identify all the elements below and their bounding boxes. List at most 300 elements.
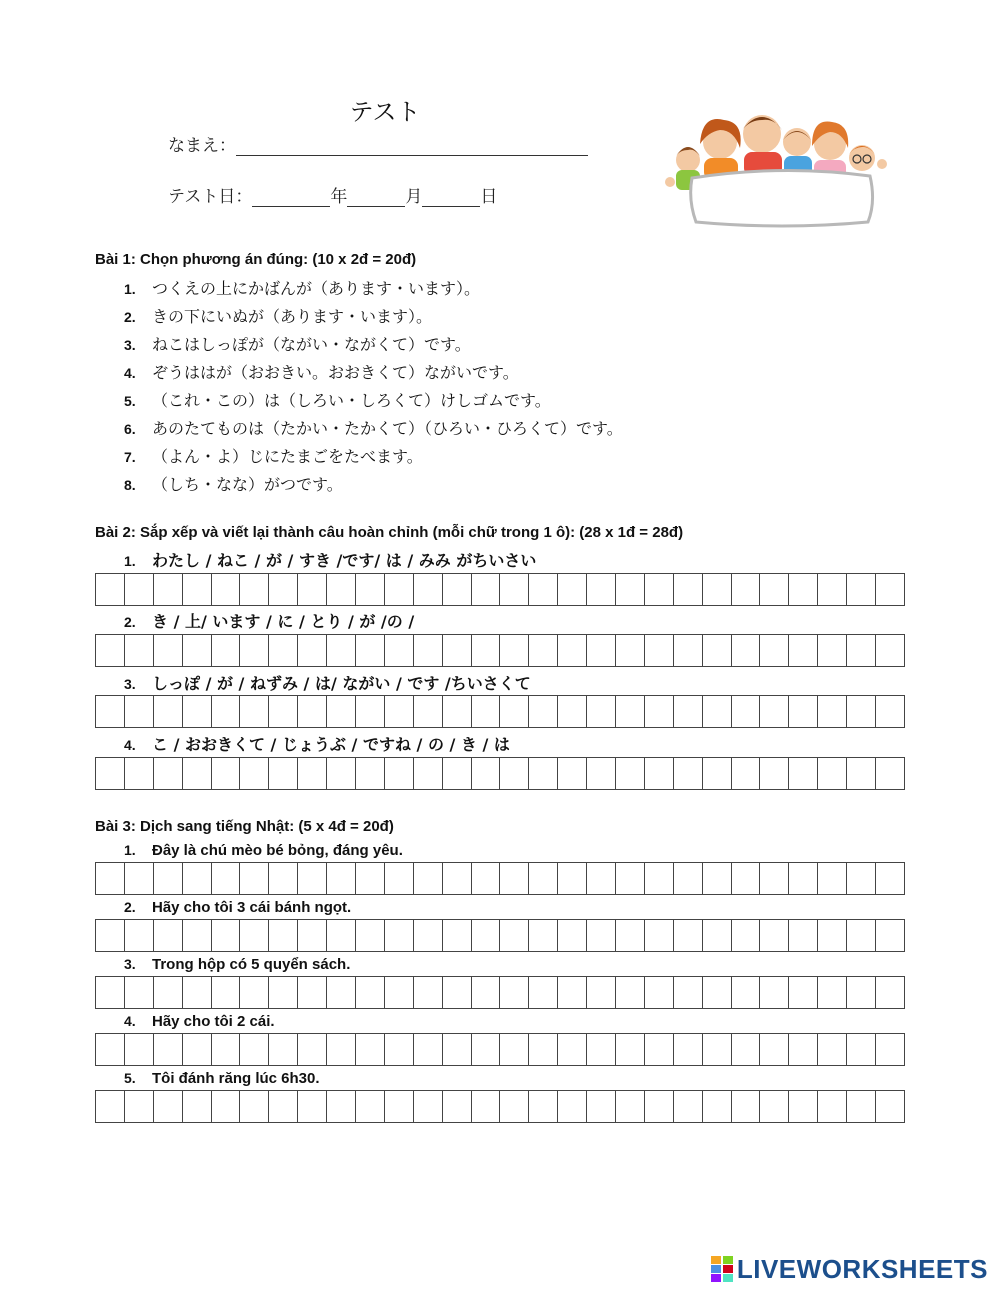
answer-cell[interactable] <box>472 977 501 1008</box>
answer-cell[interactable] <box>269 1091 298 1122</box>
answer-cell[interactable] <box>212 1034 241 1065</box>
answer-cell[interactable] <box>183 758 212 789</box>
answer-cell[interactable] <box>269 977 298 1008</box>
answer-cell[interactable] <box>269 574 298 605</box>
answer-cell[interactable] <box>818 977 847 1008</box>
item-number: 3. <box>124 337 136 353</box>
item-number: 1. <box>124 842 136 858</box>
item-number: 3. <box>124 676 136 692</box>
answer-cell[interactable] <box>674 574 703 605</box>
answer-cell[interactable] <box>240 574 269 605</box>
answer-cell[interactable] <box>703 1091 732 1122</box>
answer-cell[interactable] <box>558 863 587 894</box>
answer-cell[interactable] <box>212 758 241 789</box>
answer-cell[interactable] <box>385 1034 414 1065</box>
answer-cell[interactable] <box>529 574 558 605</box>
answer-cell[interactable] <box>616 758 645 789</box>
answer-cell[interactable] <box>789 1034 818 1065</box>
liveworksheets-logo <box>711 1254 988 1285</box>
answer-cell[interactable] <box>472 1034 501 1065</box>
answer-cell[interactable] <box>558 977 587 1008</box>
answer-cell[interactable] <box>385 863 414 894</box>
answer-cell[interactable] <box>125 1091 154 1122</box>
answer-cell[interactable] <box>703 758 732 789</box>
answer-cell[interactable] <box>183 1091 212 1122</box>
answer-cell[interactable] <box>616 574 645 605</box>
answer-cell[interactable] <box>269 696 298 727</box>
answer-cell[interactable] <box>645 863 674 894</box>
answer-cell[interactable] <box>674 920 703 951</box>
answer-cell[interactable] <box>385 977 414 1008</box>
answer-cell[interactable] <box>385 758 414 789</box>
answer-cell[interactable] <box>818 920 847 951</box>
answer-cell[interactable] <box>703 635 732 666</box>
answer-cell[interactable] <box>703 574 732 605</box>
answer-cell[interactable] <box>472 863 501 894</box>
section1-item <box>124 276 480 299</box>
answer-cell[interactable] <box>558 1091 587 1122</box>
answer-cell[interactable] <box>183 863 212 894</box>
answer-cell[interactable] <box>674 635 703 666</box>
answer-cell[interactable] <box>154 1091 183 1122</box>
answer-cell[interactable] <box>616 863 645 894</box>
answer-cell[interactable] <box>674 977 703 1008</box>
answer-cell[interactable] <box>472 574 501 605</box>
item-text: （これ・この）は（しろい・しろくて）けしゴムです。 <box>152 391 551 410</box>
section1-item <box>124 416 623 439</box>
answer-cell[interactable] <box>789 977 818 1008</box>
answer-cell[interactable] <box>356 977 385 1008</box>
answer-cell[interactable] <box>847 1034 876 1065</box>
answer-cell[interactable] <box>789 574 818 605</box>
answer-cell[interactable] <box>414 863 443 894</box>
answer-cell[interactable] <box>587 758 616 789</box>
answer-cell[interactable] <box>847 1091 876 1122</box>
answer-cell[interactable] <box>240 696 269 727</box>
answer-cell[interactable] <box>732 863 761 894</box>
answer-cell[interactable] <box>703 696 732 727</box>
answer-cell[interactable] <box>500 977 529 1008</box>
answer-cell[interactable] <box>732 758 761 789</box>
answer-cell[interactable] <box>472 1091 501 1122</box>
answer-grid[interactable] <box>95 634 905 667</box>
answer-cell[interactable] <box>876 1091 904 1122</box>
answer-cell[interactable] <box>760 920 789 951</box>
answer-cell[interactable] <box>212 863 241 894</box>
answer-cell[interactable] <box>558 635 587 666</box>
answer-cell[interactable] <box>587 863 616 894</box>
answer-cell[interactable] <box>154 1034 183 1065</box>
answer-cell[interactable] <box>703 920 732 951</box>
answer-cell[interactable] <box>876 863 904 894</box>
answer-cell[interactable] <box>760 758 789 789</box>
answer-cell[interactable] <box>732 696 761 727</box>
answer-cell[interactable] <box>616 1091 645 1122</box>
answer-cell[interactable] <box>125 920 154 951</box>
answer-cell[interactable] <box>645 977 674 1008</box>
answer-cell[interactable] <box>760 574 789 605</box>
answer-cell[interactable] <box>414 635 443 666</box>
section2-item <box>124 548 536 571</box>
answer-cell[interactable] <box>876 758 904 789</box>
answer-grid[interactable] <box>95 757 905 790</box>
answer-cell[interactable] <box>443 1091 472 1122</box>
answer-cell[interactable] <box>327 863 356 894</box>
answer-cell[interactable] <box>125 1034 154 1065</box>
item-text: Tôi đánh răng lúc 6h30. <box>152 1070 320 1087</box>
answer-cell[interactable] <box>529 1034 558 1065</box>
section3-item <box>124 899 351 916</box>
answer-cell[interactable] <box>212 696 241 727</box>
answer-cell[interactable] <box>240 635 269 666</box>
answer-cell[interactable] <box>760 1034 789 1065</box>
answer-cell[interactable] <box>616 1034 645 1065</box>
answer-cell[interactable] <box>443 920 472 951</box>
answer-cell[interactable] <box>703 863 732 894</box>
answer-cell[interactable] <box>327 758 356 789</box>
answer-cell[interactable] <box>96 920 125 951</box>
answer-cell[interactable] <box>760 696 789 727</box>
answer-cell[interactable] <box>529 920 558 951</box>
answer-cell[interactable] <box>558 1034 587 1065</box>
answer-cell[interactable] <box>616 977 645 1008</box>
answer-cell[interactable] <box>587 920 616 951</box>
answer-cell[interactable] <box>183 574 212 605</box>
answer-cell[interactable] <box>154 635 183 666</box>
answer-cell[interactable] <box>789 635 818 666</box>
answer-cell[interactable] <box>587 635 616 666</box>
answer-cell[interactable] <box>212 1091 241 1122</box>
item-text: Trong hộp có 5 quyển sách. <box>152 956 351 973</box>
answer-cell[interactable] <box>847 920 876 951</box>
answer-cell[interactable] <box>616 696 645 727</box>
answer-cell[interactable] <box>385 635 414 666</box>
name-field[interactable] <box>236 137 588 156</box>
answer-cell[interactable] <box>240 1034 269 1065</box>
section1-item <box>124 304 432 327</box>
answer-cell[interactable] <box>327 1034 356 1065</box>
answer-cell[interactable] <box>327 635 356 666</box>
item-number: 4. <box>124 365 136 381</box>
answer-cell[interactable] <box>789 1091 818 1122</box>
answer-cell[interactable] <box>558 758 587 789</box>
section2-item <box>124 671 531 694</box>
answer-cell[interactable] <box>327 1091 356 1122</box>
answer-cell[interactable] <box>356 574 385 605</box>
answer-cell[interactable] <box>732 920 761 951</box>
answer-cell[interactable] <box>443 574 472 605</box>
answer-cell[interactable] <box>500 1091 529 1122</box>
answer-cell[interactable] <box>500 696 529 727</box>
answer-cell[interactable] <box>356 920 385 951</box>
answer-cell[interactable] <box>96 635 125 666</box>
answer-cell[interactable] <box>587 1034 616 1065</box>
answer-cell[interactable] <box>443 758 472 789</box>
answer-cell[interactable] <box>183 635 212 666</box>
answer-cell[interactable] <box>876 977 904 1008</box>
answer-cell[interactable] <box>154 574 183 605</box>
item-text: き / 上/ います / に / とり / が /の / <box>152 612 415 631</box>
answer-cell[interactable] <box>212 920 241 951</box>
answer-cell[interactable] <box>125 977 154 1008</box>
answer-cell[interactable] <box>183 696 212 727</box>
answer-cell[interactable] <box>240 1091 269 1122</box>
answer-cell[interactable] <box>269 758 298 789</box>
answer-cell[interactable] <box>500 1034 529 1065</box>
answer-cell[interactable] <box>298 1091 327 1122</box>
item-text: Hãy cho tôi 3 cái bánh ngọt. <box>152 899 352 916</box>
answer-cell[interactable] <box>154 696 183 727</box>
answer-cell[interactable] <box>183 920 212 951</box>
answer-cell[interactable] <box>269 863 298 894</box>
answer-cell[interactable] <box>645 1034 674 1065</box>
answer-cell[interactable] <box>529 758 558 789</box>
answer-cell[interactable] <box>472 920 501 951</box>
answer-cell[interactable] <box>356 635 385 666</box>
answer-cell[interactable] <box>298 635 327 666</box>
answer-cell[interactable] <box>298 696 327 727</box>
answer-cell[interactable] <box>587 574 616 605</box>
section1-item <box>124 444 423 467</box>
answer-cell[interactable] <box>96 1034 125 1065</box>
answer-cell[interactable] <box>732 977 761 1008</box>
answer-cell[interactable] <box>558 574 587 605</box>
answer-cell[interactable] <box>500 863 529 894</box>
answer-cell[interactable] <box>703 1034 732 1065</box>
answer-cell[interactable] <box>414 758 443 789</box>
answer-grid[interactable] <box>95 862 905 895</box>
answer-grid[interactable] <box>95 1033 905 1066</box>
answer-cell[interactable] <box>443 977 472 1008</box>
answer-cell[interactable] <box>385 920 414 951</box>
item-text: こ / おおきくて / じょうぶ / ですね / の / き / は <box>152 735 510 754</box>
answer-cell[interactable] <box>240 977 269 1008</box>
answer-cell[interactable] <box>385 1091 414 1122</box>
answer-cell[interactable] <box>703 977 732 1008</box>
answer-cell[interactable] <box>327 977 356 1008</box>
answer-cell[interactable] <box>327 574 356 605</box>
answer-cell[interactable] <box>760 1091 789 1122</box>
answer-cell[interactable] <box>327 920 356 951</box>
answer-cell[interactable] <box>558 696 587 727</box>
item-text: きの下にいぬが（あります・います）。 <box>152 307 433 326</box>
answer-cell[interactable] <box>298 758 327 789</box>
answer-cell[interactable] <box>96 574 125 605</box>
answer-grid[interactable] <box>95 919 905 952</box>
answer-cell[interactable] <box>760 977 789 1008</box>
answer-cell[interactable] <box>240 758 269 789</box>
answer-cell[interactable] <box>818 1034 847 1065</box>
answer-cell[interactable] <box>298 863 327 894</box>
answer-cell[interactable] <box>125 696 154 727</box>
year-label: 年 <box>330 187 348 207</box>
answer-cell[interactable] <box>125 635 154 666</box>
item-number: 1. <box>124 553 136 569</box>
answer-cell[interactable] <box>212 574 241 605</box>
answer-cell[interactable] <box>125 574 154 605</box>
answer-cell[interactable] <box>645 758 674 789</box>
answer-cell[interactable] <box>414 920 443 951</box>
answer-cell[interactable] <box>356 1091 385 1122</box>
answer-cell[interactable] <box>818 1091 847 1122</box>
answer-cell[interactable] <box>269 920 298 951</box>
item-text: ねこはしっぽが（ながい・ながくて）です。 <box>152 335 471 354</box>
answer-cell[interactable] <box>587 977 616 1008</box>
item-text: あのたてものは（たかい・たかくて）（ひろい・ひろくて）です。 <box>152 419 623 438</box>
answer-cell[interactable] <box>269 635 298 666</box>
answer-cell[interactable] <box>674 758 703 789</box>
section2-item <box>124 732 510 755</box>
date-label: テスト日： <box>168 187 253 207</box>
answer-cell[interactable] <box>154 863 183 894</box>
answer-cell[interactable] <box>500 758 529 789</box>
answer-cell[interactable] <box>818 758 847 789</box>
answer-cell[interactable] <box>414 1034 443 1065</box>
answer-cell[interactable] <box>125 863 154 894</box>
section1-item <box>124 472 343 495</box>
answer-cell[interactable] <box>356 863 385 894</box>
answer-cell[interactable] <box>674 1034 703 1065</box>
answer-cell[interactable] <box>212 977 241 1008</box>
answer-cell[interactable] <box>818 696 847 727</box>
answer-cell[interactable] <box>212 635 241 666</box>
item-text: （よん・よ）じにたまごをたべます。 <box>152 447 423 466</box>
answer-cell[interactable] <box>385 574 414 605</box>
answer-cell[interactable] <box>443 635 472 666</box>
answer-cell[interactable] <box>847 635 876 666</box>
answer-cell[interactable] <box>732 574 761 605</box>
day-field[interactable] <box>422 188 480 207</box>
answer-cell[interactable] <box>847 574 876 605</box>
answer-cell[interactable] <box>529 977 558 1008</box>
answer-cell[interactable] <box>847 758 876 789</box>
answer-cell[interactable] <box>876 1034 904 1065</box>
answer-cell[interactable] <box>472 635 501 666</box>
answer-cell[interactable] <box>789 696 818 727</box>
answer-cell[interactable] <box>154 758 183 789</box>
answer-cell[interactable] <box>847 977 876 1008</box>
answer-cell[interactable] <box>96 1091 125 1122</box>
answer-cell[interactable] <box>269 1034 298 1065</box>
answer-cell[interactable] <box>443 863 472 894</box>
answer-cell[interactable] <box>529 696 558 727</box>
year-field[interactable] <box>252 188 330 207</box>
answer-cell[interactable] <box>298 977 327 1008</box>
answer-cell[interactable] <box>356 758 385 789</box>
answer-cell[interactable] <box>96 696 125 727</box>
answer-grid[interactable] <box>95 695 905 728</box>
answer-cell[interactable] <box>96 863 125 894</box>
answer-cell[interactable] <box>760 635 789 666</box>
answer-cell[interactable] <box>414 977 443 1008</box>
item-number: 2. <box>124 309 136 325</box>
answer-cell[interactable] <box>847 863 876 894</box>
answer-cell[interactable] <box>645 635 674 666</box>
answer-cell[interactable] <box>327 696 356 727</box>
answer-cell[interactable] <box>385 696 414 727</box>
answer-cell[interactable] <box>443 696 472 727</box>
answer-cell[interactable] <box>847 696 876 727</box>
answer-cell[interactable] <box>732 1091 761 1122</box>
answer-cell[interactable] <box>183 977 212 1008</box>
answer-cell[interactable] <box>645 696 674 727</box>
answer-cell[interactable] <box>356 696 385 727</box>
item-text: つくえの上にかばんが（あります・います）。 <box>152 279 481 298</box>
answer-cell[interactable] <box>876 696 904 727</box>
answer-grid[interactable] <box>95 573 905 606</box>
answer-cell[interactable] <box>240 920 269 951</box>
answer-cell[interactable] <box>645 1091 674 1122</box>
answer-cell[interactable] <box>298 920 327 951</box>
answer-cell[interactable] <box>96 977 125 1008</box>
answer-cell[interactable] <box>298 1034 327 1065</box>
answer-cell[interactable] <box>240 863 269 894</box>
answer-cell[interactable] <box>876 574 904 605</box>
answer-cell[interactable] <box>443 1034 472 1065</box>
item-text: しっぽ / が / ねずみ / は/ ながい / です /ちいさくて <box>152 674 531 693</box>
answer-cell[interactable] <box>500 635 529 666</box>
month-field[interactable] <box>347 188 405 207</box>
answer-cell[interactable] <box>760 863 789 894</box>
answer-cell[interactable] <box>789 863 818 894</box>
answer-cell[interactable] <box>876 920 904 951</box>
name-row <box>168 131 588 156</box>
answer-cell[interactable] <box>529 635 558 666</box>
answer-cell[interactable] <box>818 863 847 894</box>
answer-cell[interactable] <box>732 1034 761 1065</box>
item-number: 5. <box>124 1070 136 1086</box>
answer-grid[interactable] <box>95 976 905 1009</box>
answer-cell[interactable] <box>818 574 847 605</box>
answer-cell[interactable] <box>789 758 818 789</box>
answer-cell[interactable] <box>645 574 674 605</box>
answer-cell[interactable] <box>529 863 558 894</box>
answer-cell[interactable] <box>818 635 847 666</box>
answer-cell[interactable] <box>616 635 645 666</box>
answer-cell[interactable] <box>154 977 183 1008</box>
answer-cell[interactable] <box>674 863 703 894</box>
answer-cell[interactable] <box>472 696 501 727</box>
answer-cell[interactable] <box>558 920 587 951</box>
answer-cell[interactable] <box>500 574 529 605</box>
answer-cell[interactable] <box>500 920 529 951</box>
answer-cell[interactable] <box>587 1091 616 1122</box>
answer-cell[interactable] <box>125 758 154 789</box>
answer-cell[interactable] <box>876 635 904 666</box>
answer-cell[interactable] <box>154 920 183 951</box>
answer-cell[interactable] <box>674 696 703 727</box>
answer-cell[interactable] <box>616 920 645 951</box>
answer-cell[interactable] <box>414 696 443 727</box>
answer-cell[interactable] <box>674 1091 703 1122</box>
answer-cell[interactable] <box>529 1091 558 1122</box>
answer-cell[interactable] <box>645 920 674 951</box>
answer-cell[interactable] <box>183 1034 212 1065</box>
answer-cell[interactable] <box>732 635 761 666</box>
answer-cell[interactable] <box>414 1091 443 1122</box>
answer-cell[interactable] <box>587 696 616 727</box>
date-row <box>168 182 497 207</box>
section3-item <box>124 842 403 859</box>
answer-cell[interactable] <box>298 574 327 605</box>
answer-cell[interactable] <box>789 920 818 951</box>
answer-cell[interactable] <box>96 758 125 789</box>
answer-cell[interactable] <box>472 758 501 789</box>
answer-cell[interactable] <box>414 574 443 605</box>
answer-cell[interactable] <box>356 1034 385 1065</box>
month-label: 月 <box>405 187 423 207</box>
answer-grid[interactable] <box>95 1090 905 1123</box>
